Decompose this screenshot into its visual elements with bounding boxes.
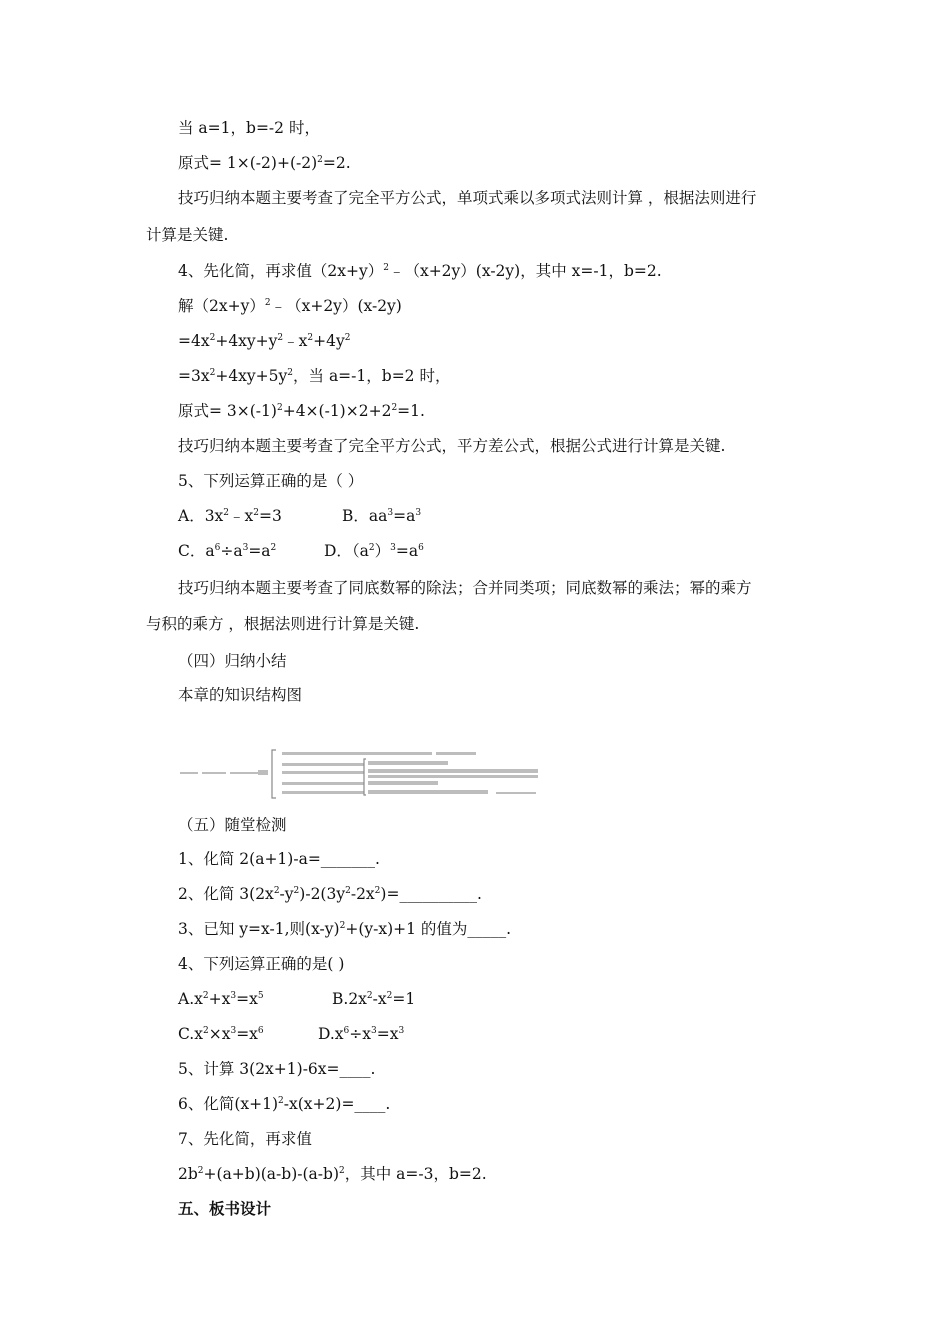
quiz-3: 3、已知 y=x-1,则$(x-y)^2+(y-x)+1$ 的值为_____. — [178, 920, 512, 938]
quiz-7: 7、先化简，再求值 — [178, 1130, 312, 1148]
quiz-4: 4、下列运算正确的是( ) — [178, 955, 345, 973]
question-4-result: 原式= $3\times(-1)^2+4\times(-1)\times 2+2^2=1$. — [178, 402, 425, 420]
question-4-step-1: $=4x^2+4xy+y^2﹣x^2+4y^2$ — [178, 332, 351, 350]
knowledge-structure-diagram — [178, 748, 538, 800]
question-5-option-d: D．$(a^2)^3=a^6$ — [324, 542, 424, 560]
line-result: 原式= $1\times(-2)+(-2)^2=2$. — [178, 154, 351, 172]
question-4-step-2: $=3x^2+4xy+5y^2$，当 a=-1，b=2 时， — [178, 367, 451, 385]
diagram-faint-text — [180, 752, 538, 794]
quiz-4-option-c: $C.x^2\times x^3=x^6$ — [178, 1025, 264, 1043]
question-5-option-a: A．$3x^2﹣x^2=3$ — [178, 507, 282, 525]
question-4-title: 4、先化简，再求值$(2x+y)^2﹣(x+2y)(x-2y)$，其中 x=-1，b=2. — [178, 262, 662, 280]
question-5-title: 5、下列运算正确的是（ ） — [178, 472, 364, 490]
tip-1b: 计算是关键. — [146, 226, 229, 244]
question-5-tip-b: 与积的乘方 ，根据法则进行计算是关键. — [146, 615, 420, 633]
section-summary: （四）归纳小结 — [178, 652, 287, 670]
line-condition: 当 a=1，b=-2 时， — [178, 119, 320, 137]
heading-board-design: 五、板书设计 — [178, 1199, 272, 1218]
quiz-4-option-d: $D.x^6\div x^3=x^3$ — [318, 1025, 405, 1043]
question-4-tip: 技巧归纳本题主要考查了完全平方公式，平方差公式，根据公式进行计算是关键. — [178, 437, 726, 455]
tip-1a: 技巧归纳本题主要考查了完全平方公式，单项式乘以多项式法则计算 ，根据法则进行 — [178, 189, 757, 207]
quiz-4-option-a: $A.x^2+x^3=x^5$ — [178, 990, 264, 1008]
quiz-6: 6、化简$(x+1)^2-x(x+2)=\_\_\_\_$. — [178, 1095, 391, 1113]
quiz-4-option-b: $B.2x^2-x^2=1$ — [332, 990, 416, 1008]
question-5-tip-a: 技巧归纳本题主要考查了同底数幂的除法；合并同类项；同底数幂的乘法；幂的乘方 — [178, 579, 752, 597]
question-5-option-c: C．$a^6\div a^3=a^2$ — [178, 542, 277, 560]
quiz-1: 1、化简 2(a+1)-a=_______. — [178, 850, 380, 868]
quiz-2: 2、化简 $3(2x^2-y^2)-2(3y^2-2x^2)=\_\_\_\_\_\_\_\_\_\_$. — [178, 885, 482, 903]
section-quiz: （五）随堂检测 — [178, 816, 287, 834]
question-4-solution: 解$(2x+y)^2﹣(x+2y)(x-2y)$ — [178, 297, 402, 315]
question-5-option-b: B．$aa^3=a^3$ — [342, 507, 422, 525]
quiz-7-expression: $2b^2+(a+b)(a-b)-(a-b)^2$，其中 a=-3，b=2. — [178, 1165, 487, 1183]
section-summary-subtitle: 本章的知识结构图 — [178, 686, 303, 704]
quiz-5: 5、计算 3(2x+1)-6x=____. — [178, 1060, 376, 1078]
